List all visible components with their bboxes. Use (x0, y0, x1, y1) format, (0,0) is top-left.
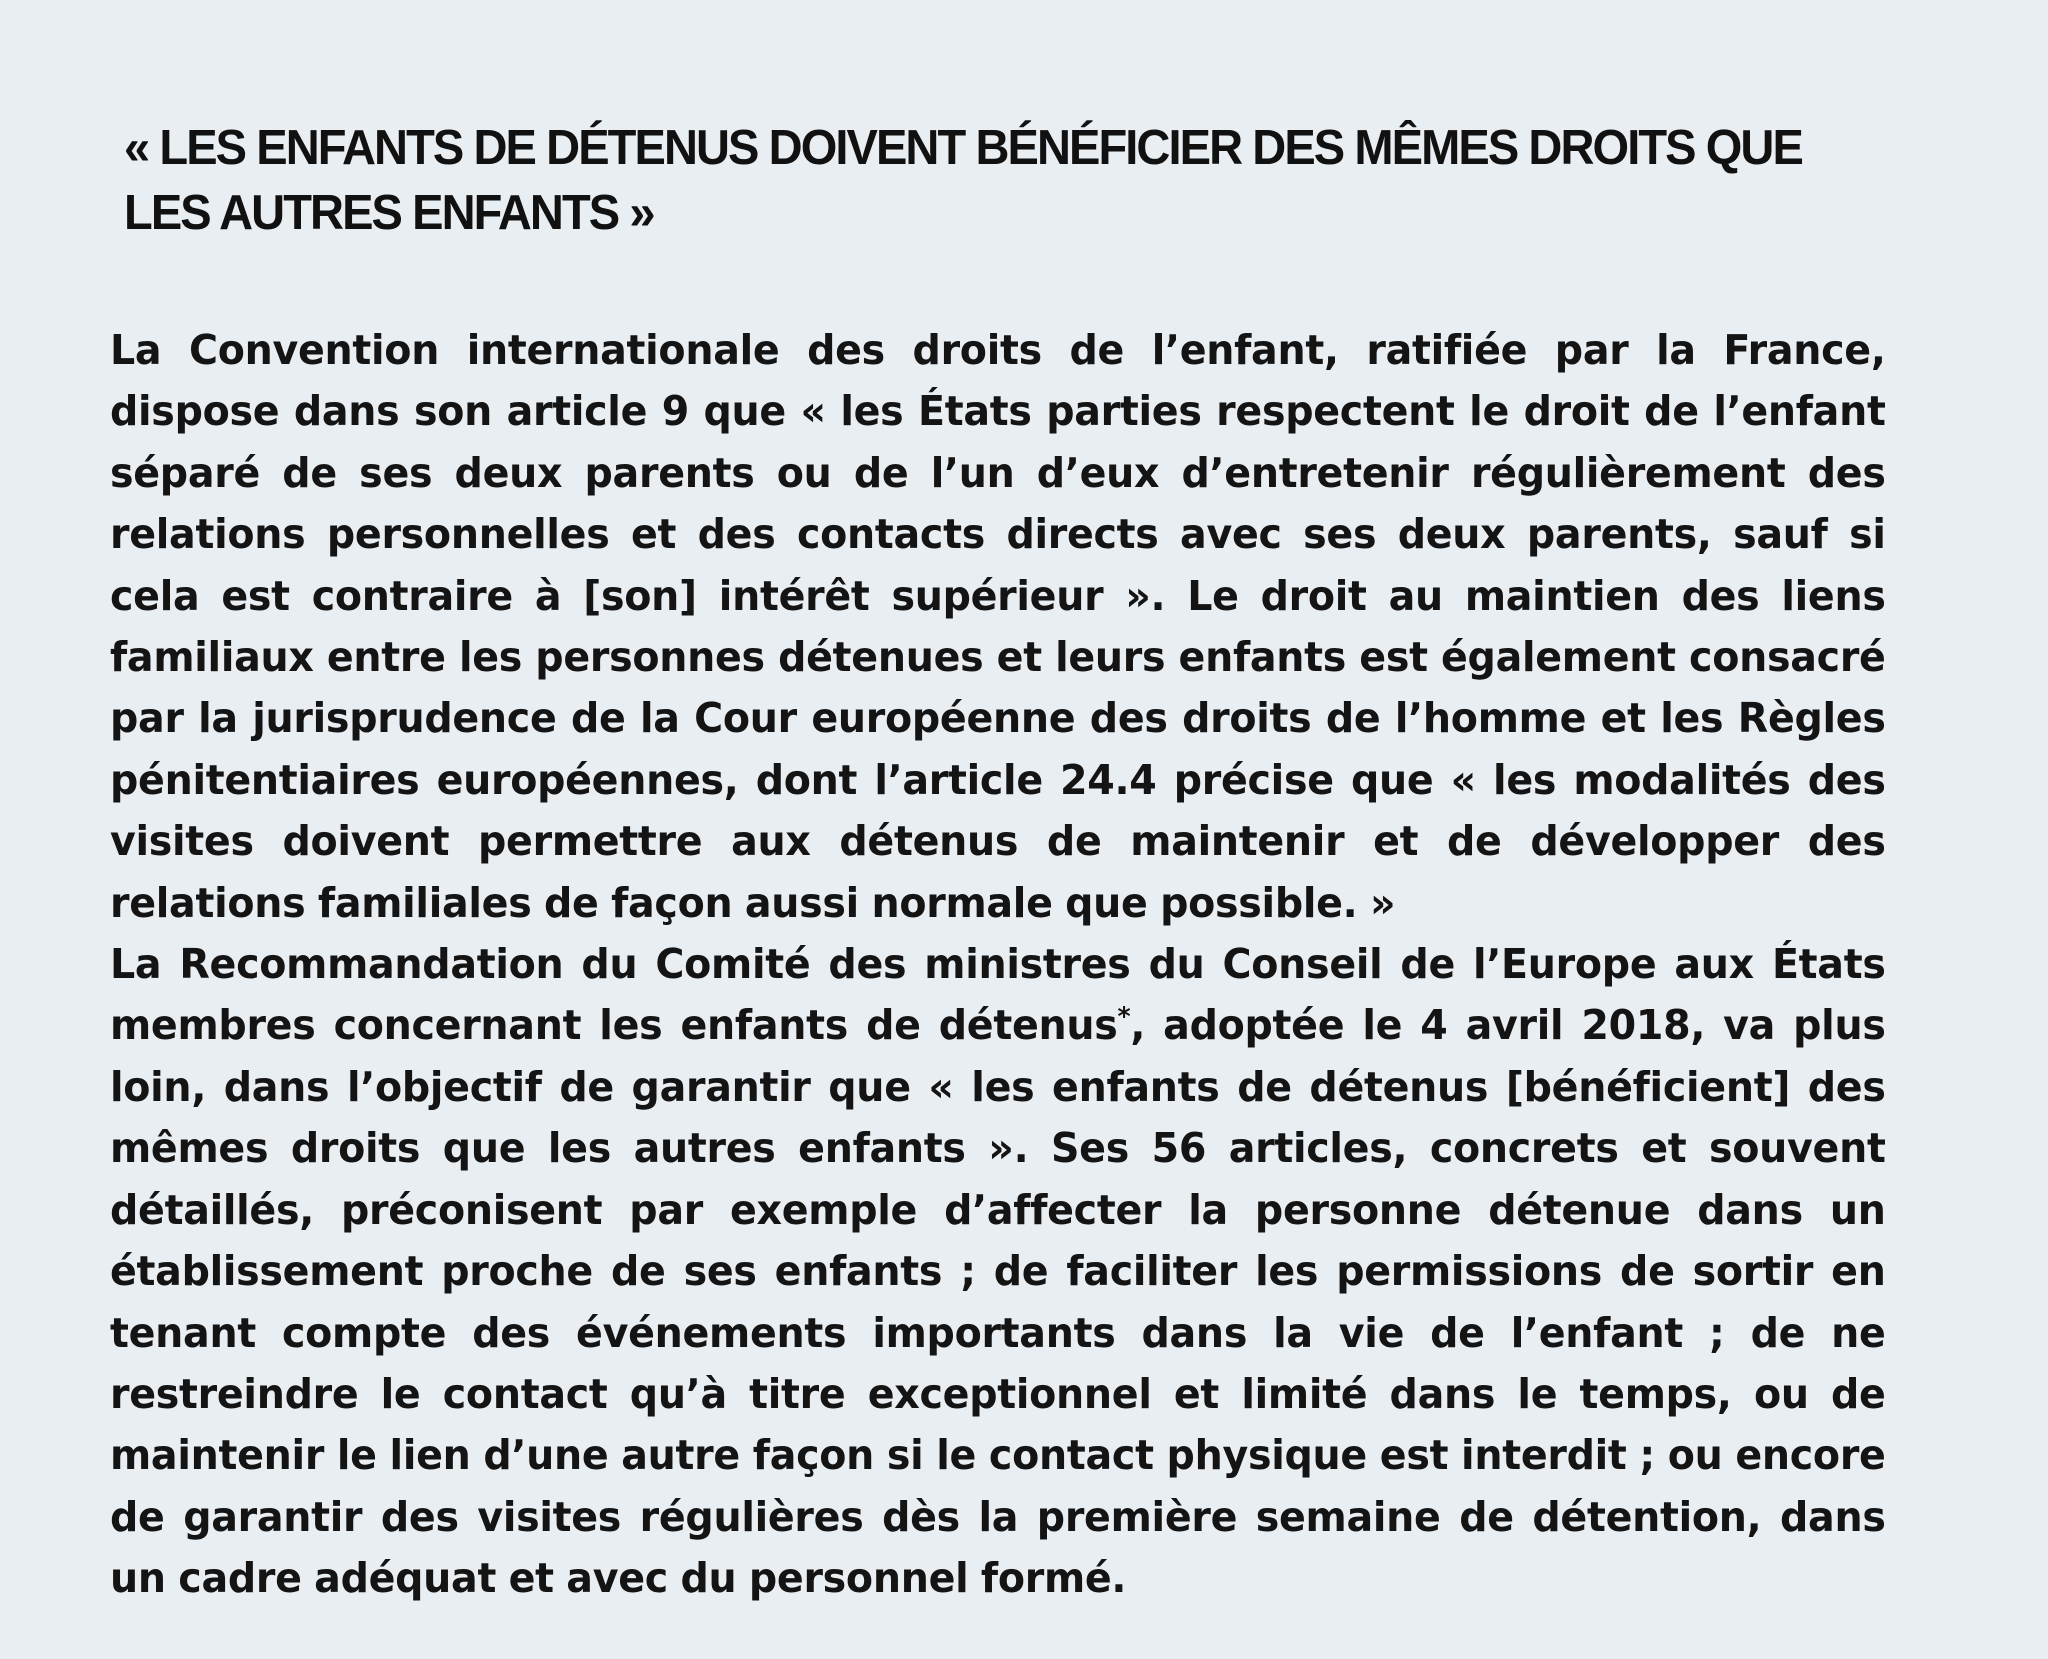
paragraph-recommendation (110, 934, 1886, 1609)
paragraph-convention: La Convention internationale des droits de l’enfant, ratifiée par la France, dispose dans son article 9 que « les États parties respectent le droit de l’enfant séparé de ses deux parents ou de l’un d’eux d’entretenir régulièrement des relations personnelles et des contacts directs avec ses deux parents, sauf si cela est contraire à [son] intérêt supérieur ». Le droit au maintien des liens familiaux entre les personnes détenues et leurs enfants est également consacré par la jurisprudence de la Cour européenne des droits de l’homme et les Règles pénitentiaires européennes, dont l’article 24.4 précise que « les modalités des visites doivent permettre aux détenus de maintenir et de développer des relations familiales de façon aussi normale que possible. » (110, 326, 1886, 927)
footnote-marker: * (1117, 1002, 1131, 1033)
article-headline: « LES ENFANTS DE DÉTENUS DOIVENT BÉNÉFICIER DES MÊMES DROITS QUE LES AUTRES ENFANTS » (124, 121, 1802, 240)
article-body (110, 320, 1886, 1610)
recommendation-text-end: , adoptée le 4 avril 2018, va plus loin, dans l’objectif de garantir que « les enfants de détenus [bénéficient] des mêmes droits que les autres enfants ». Ses 56 articles, concrets et souvent détaillés, préconisent par exemple d’affecter la personne détenue dans un établissement proche de ses enfants ; de faciliter les permissions de sortir en tenant compte des événements importants dans la vie de l’enfant ; de ne restreindre le contact qu’à titre exceptionnel et limité dans le temps, ou de maintenir le lien d’une autre façon si le contact physique est interdit ; ou encore de garantir des visites régulières dès la première semaine de détention, dans un cadre adéquat et avec du personnel formé. (110, 1001, 1886, 1603)
recommendation-text-start: La Recommandation du Comité des ministres du Conseil de l’Europe aux États membres concernant les enfants de détenus (110, 940, 1886, 1050)
